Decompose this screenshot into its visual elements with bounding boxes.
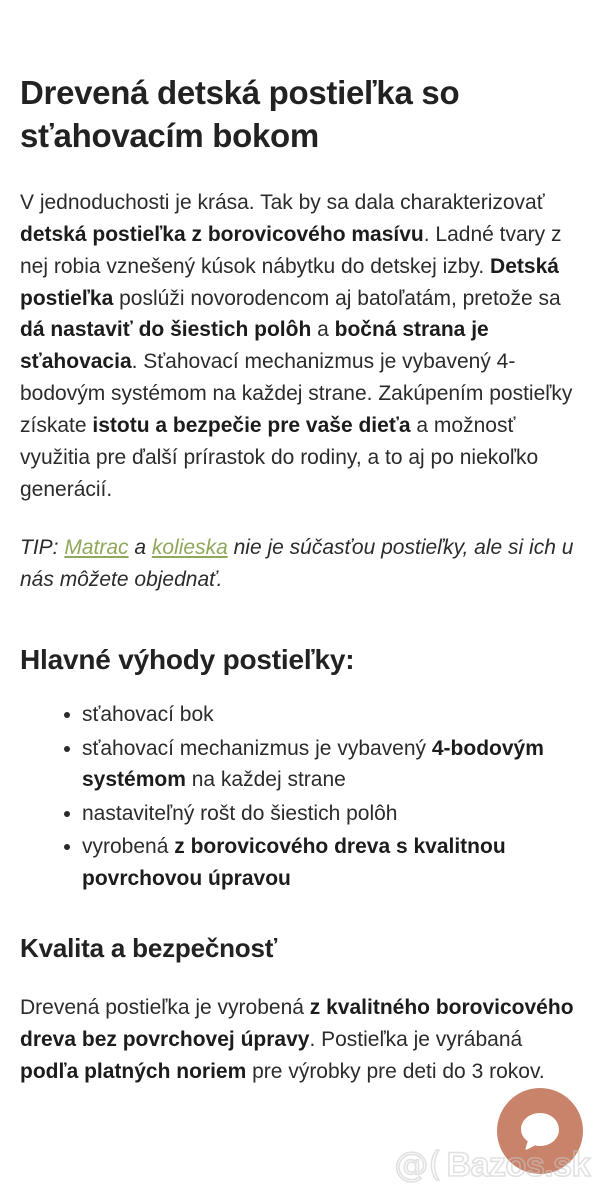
intro-text-6: a možnosť využitia pre ďalší prírastok do rodiny, a to aj po niekoľko generácií. — [20, 414, 539, 501]
list-item-text-before: vyrobená — [82, 835, 175, 859]
intro-strong-4: bočná strana je sťahovacia — [20, 318, 489, 374]
intro-text-2: . Ladné tvary z nej robia vznešený kúsok nábytku do detskej izby. — [20, 222, 562, 278]
list-item — [64, 699, 584, 731]
tip-paragraph — [20, 506, 584, 596]
chat-bubble-icon — [519, 1111, 561, 1151]
benefits-list — [20, 678, 584, 894]
kolieska-link[interactable]: kolieska — [151, 535, 228, 559]
tip-between: a — [128, 535, 152, 559]
list-item-strong: z borovicového dreva s kvalitnou povrchovou úpravou — [82, 835, 506, 890]
list-item-text-before: sťahovací mechanizmus je vybavený — [82, 736, 432, 760]
quality-text-1: Drevená postieľka je vyrobená — [20, 995, 310, 1019]
tip-prefix: TIP: — [20, 535, 65, 559]
quality-heading: Kvalita a bezpečnosť — [20, 933, 277, 964]
intro-text-5: . Sťahovací mechanizmus je vybavený 4-bodovým systémom na každej strane. Zakúpením postieľky získate — [20, 350, 573, 438]
intro-strong-2: Detská postieľka — [20, 254, 559, 310]
list-item — [64, 831, 584, 894]
quality-strong-1: z kvalitného borovicového dreva bez povrchovej úpravy — [20, 995, 574, 1051]
quality-paragraph — [20, 966, 584, 1088]
quality-text-3: pre výrobky pre deti do 3 rokov. — [246, 1059, 545, 1083]
list-item-strong: 4-bodovým systémom — [82, 736, 544, 792]
intro-strong-5: istotu a bezpečie pre vaše dieťa — [92, 414, 411, 438]
intro-text-3: poslúži novorodencom aj batoľatám, pretože sa — [113, 286, 561, 310]
quality-strong-2: podľa platných noriem — [20, 1059, 247, 1083]
intro-paragraph — [20, 158, 584, 506]
list-item — [64, 798, 584, 830]
chat-button[interactable] — [497, 1088, 583, 1174]
intro-strong-1: detská postieľka z borovicového masívu — [20, 222, 424, 246]
list-item-text-before: nastaviteľný rošt do šiestich polôh — [82, 801, 398, 825]
quality-text-2: . Postieľka je vyrábaná — [309, 1027, 523, 1051]
list-item-text-before: sťahovací bok — [82, 703, 214, 727]
watermark-mark: @( — [394, 1145, 442, 1185]
page-title: Drevená detská postieľka so sťahovacím bokom — [20, 74, 460, 154]
matrac-link[interactable]: Matrac — [64, 535, 129, 559]
intro-strong-3: dá nastaviť do šiestich polôh — [20, 318, 312, 342]
benefits-heading: Hlavné výhody postieľky: — [20, 643, 355, 675]
list-item — [64, 733, 584, 796]
tip-suffix: nie je súčasťou postieľky, ale si ich u nás môžete objednať. — [20, 535, 574, 591]
list-item-text-after: na každej strane — [185, 768, 346, 792]
intro-text-1: V jednoduchosti je krása. Tak by sa dala charakterizovať — [20, 190, 545, 214]
intro-text-4: a — [311, 318, 335, 342]
